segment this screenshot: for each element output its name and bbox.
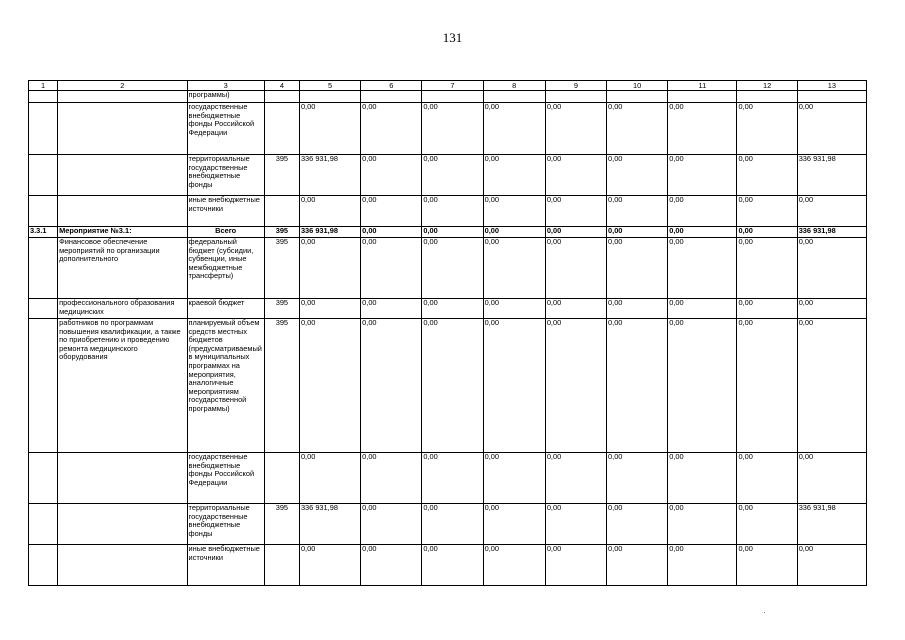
amount-cell: 0,00 [607,103,668,155]
column-header: 4 [264,81,299,91]
row-number-cell [29,453,58,504]
funding-source-cell: краевой бюджет [187,299,264,319]
amount-cell: 336 931,98 [299,504,360,545]
table-row [29,453,867,504]
funding-source-cell: иные внебюджетные источники [187,196,264,227]
amount-cell: 0,00 [607,238,668,299]
amount-cell: 0,00 [797,545,866,586]
amount-cell: 0,00 [299,196,360,227]
column-header: 6 [361,81,422,91]
amount-cell: 0,00 [737,238,797,299]
budget-table [28,80,867,586]
amount-cell: 0,00 [422,319,483,453]
amount-cell [545,91,606,103]
amount-cell [299,91,360,103]
table-row [29,227,867,238]
amount-cell: 0,00 [483,504,545,545]
table-body [29,91,867,586]
code-cell [264,545,299,586]
amount-cell: 0,00 [607,319,668,453]
code-cell: 395 [264,319,299,453]
table-row [29,299,867,319]
measure-name-cell [58,453,187,504]
amount-cell: 0,00 [299,545,360,586]
amount-cell: 0,00 [668,196,737,227]
row-number-cell: 3.3.1 [29,227,58,238]
column-header: 9 [545,81,606,91]
amount-cell: 0,00 [422,504,483,545]
amount-cell: 0,00 [483,299,545,319]
measure-name-cell: работников по программам повышения квалификации, а также по приобретению и проведению ремонта медицинского оборудования [58,319,187,453]
table-row [29,545,867,586]
measure-name-cell: профессионального образования медицинских [58,299,187,319]
column-header: 10 [607,81,668,91]
amount-cell: 0,00 [483,227,545,238]
row-number-cell [29,545,58,586]
amount-cell: 0,00 [737,103,797,155]
column-header-row [29,81,867,91]
amount-cell: 0,00 [668,299,737,319]
code-cell: 395 [264,238,299,299]
amount-cell: 0,00 [737,319,797,453]
column-header: 2 [58,81,187,91]
measure-name-cell [58,155,187,196]
column-header: 3 [187,81,264,91]
scan-mark [764,612,765,613]
amount-cell: 0,00 [668,155,737,196]
amount-cell: 0,00 [607,196,668,227]
funding-source-cell: планируемый объем средств местных бюджетов (предусматриваемый в муниципальных программах на мероприятия, аналогичные мероприятиям государственной программы) [187,319,264,453]
amount-cell: 0,00 [361,319,422,453]
amount-cell: 0,00 [737,155,797,196]
amount-cell [483,91,545,103]
code-cell [264,103,299,155]
amount-cell [361,91,422,103]
amount-cell: 336 931,98 [299,227,360,238]
amount-cell: 0,00 [483,238,545,299]
amount-cell: 0,00 [422,196,483,227]
amount-cell: 0,00 [299,319,360,453]
code-cell: 395 [264,227,299,238]
amount-cell: 0,00 [668,504,737,545]
amount-cell: 0,00 [361,504,422,545]
amount-cell: 0,00 [607,545,668,586]
amount-cell: 0,00 [737,453,797,504]
amount-cell: 0,00 [361,545,422,586]
code-cell: 395 [264,299,299,319]
measure-name-cell [58,103,187,155]
column-header: 8 [483,81,545,91]
amount-cell [797,91,866,103]
amount-cell: 0,00 [737,545,797,586]
amount-cell: 0,00 [483,196,545,227]
amount-cell: 0,00 [361,196,422,227]
table-row [29,91,867,103]
funding-source-cell: иные внебюджетные источники [187,545,264,586]
measure-name-cell: Мероприятие №3.1: [58,227,187,238]
code-cell [264,196,299,227]
funding-source-cell: федеральный бюджет (субсидии, субвенции, иные межбюджетные трансферты) [187,238,264,299]
amount-cell [737,91,797,103]
funding-source-cell: государственные внебюджетные фонды Российской Федерации [187,453,264,504]
code-cell [264,91,299,103]
amount-cell: 0,00 [607,227,668,238]
funding-source-cell: государственные внебюджетные фонды Российской Федерации [187,103,264,155]
amount-cell: 0,00 [668,545,737,586]
amount-cell: 336 931,98 [797,504,866,545]
funding-source-cell: территориальные государственные внебюджетные фонды [187,504,264,545]
amount-cell: 0,00 [422,227,483,238]
code-cell [264,453,299,504]
amount-cell: 0,00 [545,238,606,299]
amount-cell: 0,00 [668,103,737,155]
amount-cell: 336 931,98 [797,227,866,238]
funding-source-cell: территориальные государственные внебюджетные фонды [187,155,264,196]
amount-cell: 0,00 [737,196,797,227]
funding-source-cell: Всего [187,227,264,238]
amount-cell: 0,00 [737,299,797,319]
amount-cell: 0,00 [668,227,737,238]
row-number-cell [29,299,58,319]
amount-cell [422,91,483,103]
amount-cell: 0,00 [797,319,866,453]
amount-cell: 0,00 [545,196,606,227]
amount-cell: 0,00 [299,453,360,504]
column-header: 5 [299,81,360,91]
amount-cell: 0,00 [422,299,483,319]
amount-cell: 0,00 [545,319,606,453]
amount-cell [607,91,668,103]
table-row [29,504,867,545]
amount-cell: 0,00 [483,453,545,504]
amount-cell: 0,00 [422,453,483,504]
table-row [29,103,867,155]
amount-cell: 0,00 [545,103,606,155]
measure-name-cell [58,545,187,586]
amount-cell: 0,00 [607,504,668,545]
measure-name-cell [58,91,187,103]
amount-cell: 0,00 [797,299,866,319]
row-number-cell [29,91,58,103]
amount-cell: 0,00 [299,103,360,155]
funding-source-cell: программы) [187,91,264,103]
table-row [29,196,867,227]
measure-name-cell [58,504,187,545]
amount-cell: 0,00 [361,299,422,319]
amount-cell: 0,00 [483,545,545,586]
amount-cell: 0,00 [361,103,422,155]
row-number-cell [29,238,58,299]
amount-cell: 0,00 [797,238,866,299]
amount-cell: 0,00 [483,319,545,453]
measure-name-text: Финансовое обеспечение мероприятий по организации дополнительного [59,237,160,264]
table-row [29,155,867,196]
amount-cell: 0,00 [483,155,545,196]
row-number-cell [29,504,58,545]
column-header: 12 [737,81,797,91]
column-header: 13 [797,81,866,91]
amount-cell: 0,00 [299,238,360,299]
amount-cell: 0,00 [483,103,545,155]
row-number-cell [29,103,58,155]
row-number-cell [29,319,58,453]
amount-cell: 0,00 [668,238,737,299]
amount-cell: 0,00 [797,196,866,227]
amount-cell: 0,00 [737,227,797,238]
amount-cell: 0,00 [607,453,668,504]
amount-cell: 0,00 [422,155,483,196]
amount-cell: 0,00 [797,103,866,155]
amount-cell: 0,00 [545,504,606,545]
table-row [29,319,867,453]
amount-cell: 0,00 [422,545,483,586]
column-header: 7 [422,81,483,91]
amount-cell: 0,00 [545,299,606,319]
table-row [29,238,867,299]
amount-cell: 336 931,98 [299,155,360,196]
amount-cell: 0,00 [545,453,606,504]
amount-cell: 0,00 [668,319,737,453]
code-cell: 395 [264,504,299,545]
amount-cell: 0,00 [361,453,422,504]
amount-cell: 0,00 [737,504,797,545]
amount-cell: 0,00 [545,227,606,238]
amount-cell: 0,00 [545,545,606,586]
measure-name-cell [58,238,187,299]
measure-name-cell [58,196,187,227]
amount-cell: 0,00 [668,453,737,504]
amount-cell: 0,00 [361,227,422,238]
amount-cell [668,91,737,103]
amount-cell: 0,00 [299,299,360,319]
column-header: 1 [29,81,58,91]
amount-cell: 336 931,98 [797,155,866,196]
row-number-cell [29,196,58,227]
amount-cell: 0,00 [607,155,668,196]
column-header: 11 [668,81,737,91]
amount-cell: 0,00 [797,453,866,504]
code-cell: 395 [264,155,299,196]
amount-cell: 0,00 [607,299,668,319]
amount-cell: 0,00 [361,238,422,299]
amount-cell: 0,00 [422,238,483,299]
amount-cell: 0,00 [361,155,422,196]
amount-cell: 0,00 [422,103,483,155]
page-number: 131 [442,30,463,45]
amount-cell: 0,00 [545,155,606,196]
row-number-cell [29,155,58,196]
